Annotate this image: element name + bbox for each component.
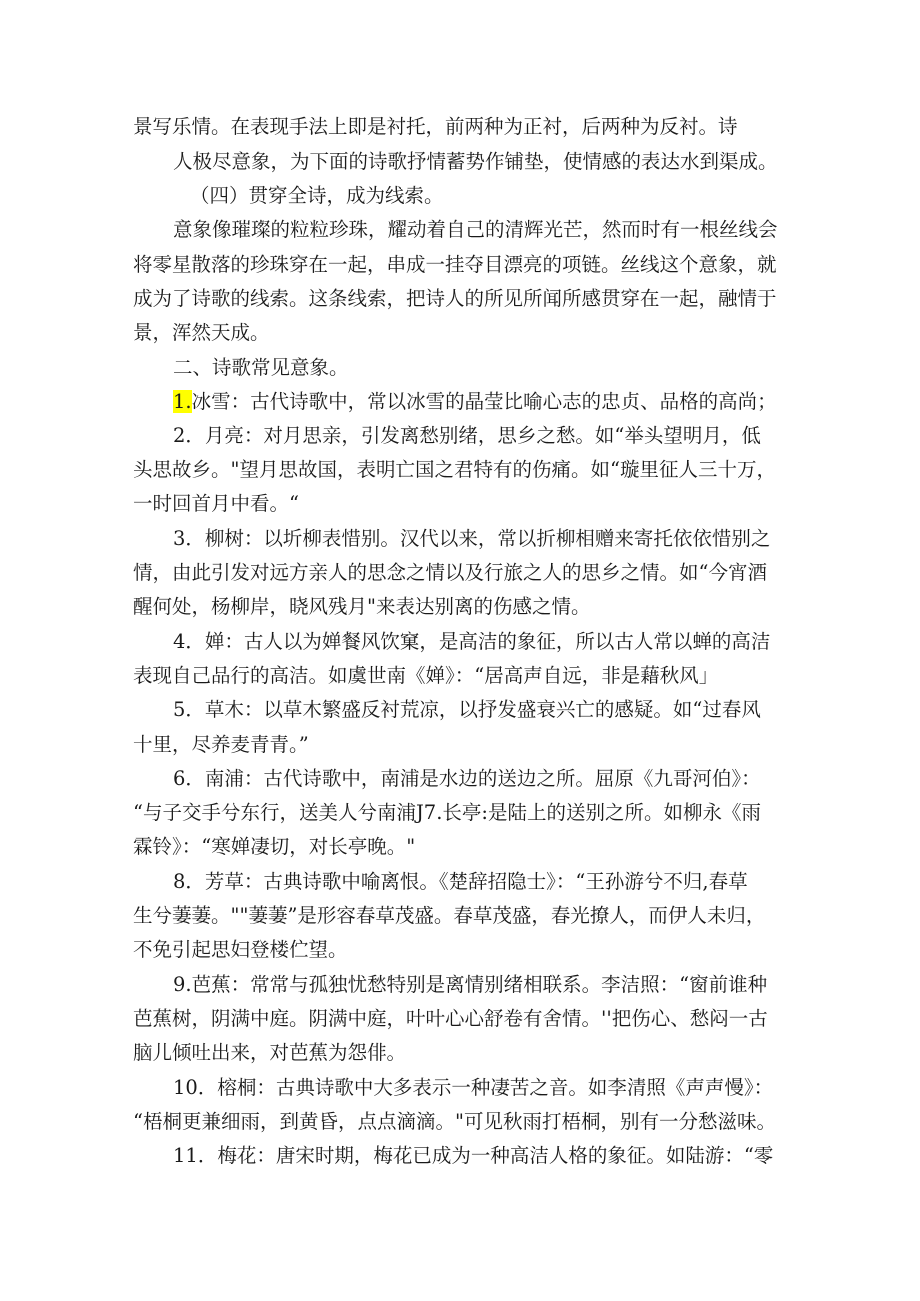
text-line: “与子交手兮东行，送美人兮南浦J7.长亭:是陆上的送别之所。如柳永《雨 xyxy=(133,801,761,824)
highlighted-number: 1. xyxy=(173,390,192,413)
section-heading: 二、诗歌常见意象。 xyxy=(173,356,349,379)
list-item: 11．梅花：唐宋时期，梅花已成为一种高洁人格的象征。如陆游：“零 xyxy=(173,1144,774,1167)
text-line: 十里，尽养麦青青。” xyxy=(133,733,309,756)
list-item xyxy=(173,390,920,414)
list-item: 9.芭蕉：常常与孤独忧愁特别是离情别绪相联系。李洁照：“窗前谁种 xyxy=(173,973,768,996)
list-item: 4．婵：古人以为婵餐风饮窠，是高洁的象征，所以古人常以蝉的高洁 xyxy=(173,630,771,653)
text-line: 冰雪：古代诗歌中，常以冰雪的晶莹比喻心志的忠贞、品格的高尚； xyxy=(191,390,777,413)
text-line: 人极尽意象，为下面的诗歌抒情蓄势作铺垫，使情感的表达水到渠成。 xyxy=(173,150,778,173)
text-line: 生兮萋萋。""萋萋”是形容春草茂盛。春草茂盛，春光撩人，而伊人未归， xyxy=(133,904,766,927)
list-item: 3．柳树：以圻柳表惜别。汉代以来，常以折柳相赠来寄托依依惜别之 xyxy=(173,527,771,550)
list-item: 10．榕桐：古典诗歌中大多表示一种凄苦之音。如李清照《声声慢》： xyxy=(173,1076,774,1099)
text-line: 成为了诗歌的线索。这条线索，把诗人的所见所闻所感贯穿在一起，融情于 xyxy=(133,287,777,310)
text-line: 情，由此引发对远方亲人的思念之情以及行旅之人的思乡之情。如“今宵酒 xyxy=(133,561,767,584)
text-line: 一时回首月中看。“ xyxy=(133,492,299,515)
text-line: 脑儿倾吐出来，对芭蕉为怨俳。 xyxy=(133,1041,407,1064)
text-line: 不免引起思妇登楼伫望。 xyxy=(133,938,348,961)
text-line: 将零星散落的珍珠穿在一起，串成一挂夺目漂亮的项链。丝线这个意象，就 xyxy=(133,253,777,276)
text-line: 芭蕉树，阴满中庭。阴满中庭，叶叶心心舒卷有舍情。''把伤心、愁闷一古 xyxy=(133,1007,768,1030)
text-line: 景写乐情。在表现手法上即是衬托，前两种为正衬，后两种为反衬。诗 xyxy=(133,115,738,138)
text-line: 表现自己品行的高洁。如虞世南《婵》：“居高声自远，非是藉秋风」 xyxy=(133,664,719,687)
text-line: “梧桐更兼细雨，到黄昏，点点滴滴。"可见秋雨打梧桐，别有一分愁滋味。 xyxy=(133,1110,776,1133)
section-heading: （四）贯穿全诗，成为线索。 xyxy=(190,184,444,207)
text-line: 霖铃》：“寒婵凄切，对长亭晚。" xyxy=(133,835,416,858)
list-item: 5．草木：以草木繁盛反衬荒凉，以抒发盛衰兴亡的感疑。如“过春风 xyxy=(173,698,761,721)
list-item: 2．月亮：对月思亲，引发离愁别绪，思乡之愁。如“举头望明月，低 xyxy=(173,424,761,447)
text-line: 头思故乡。"望月思故国，表明亡国之君特有的伤痛。如“璇里征人三十万， xyxy=(133,458,776,481)
text-line: 意象像璀璨的粒粒珍珠，耀动着自己的清辉光芒，然而时有一根丝线会 xyxy=(173,218,778,241)
text-line: 景，浑然天成。 xyxy=(133,321,270,344)
list-item: 8．芳草：古典诗歌中喻离恨。《楚辞招隐士》：“王孙游兮不归,春草 xyxy=(173,870,748,893)
text-line: 醒何处，杨柳岸，晓风残月"来表达别离的伤感之情。 xyxy=(133,595,591,618)
list-item: 6．南浦：古代诗歌中，南浦是水边的送边之所。屈原《九哥河伯》： xyxy=(173,767,761,790)
